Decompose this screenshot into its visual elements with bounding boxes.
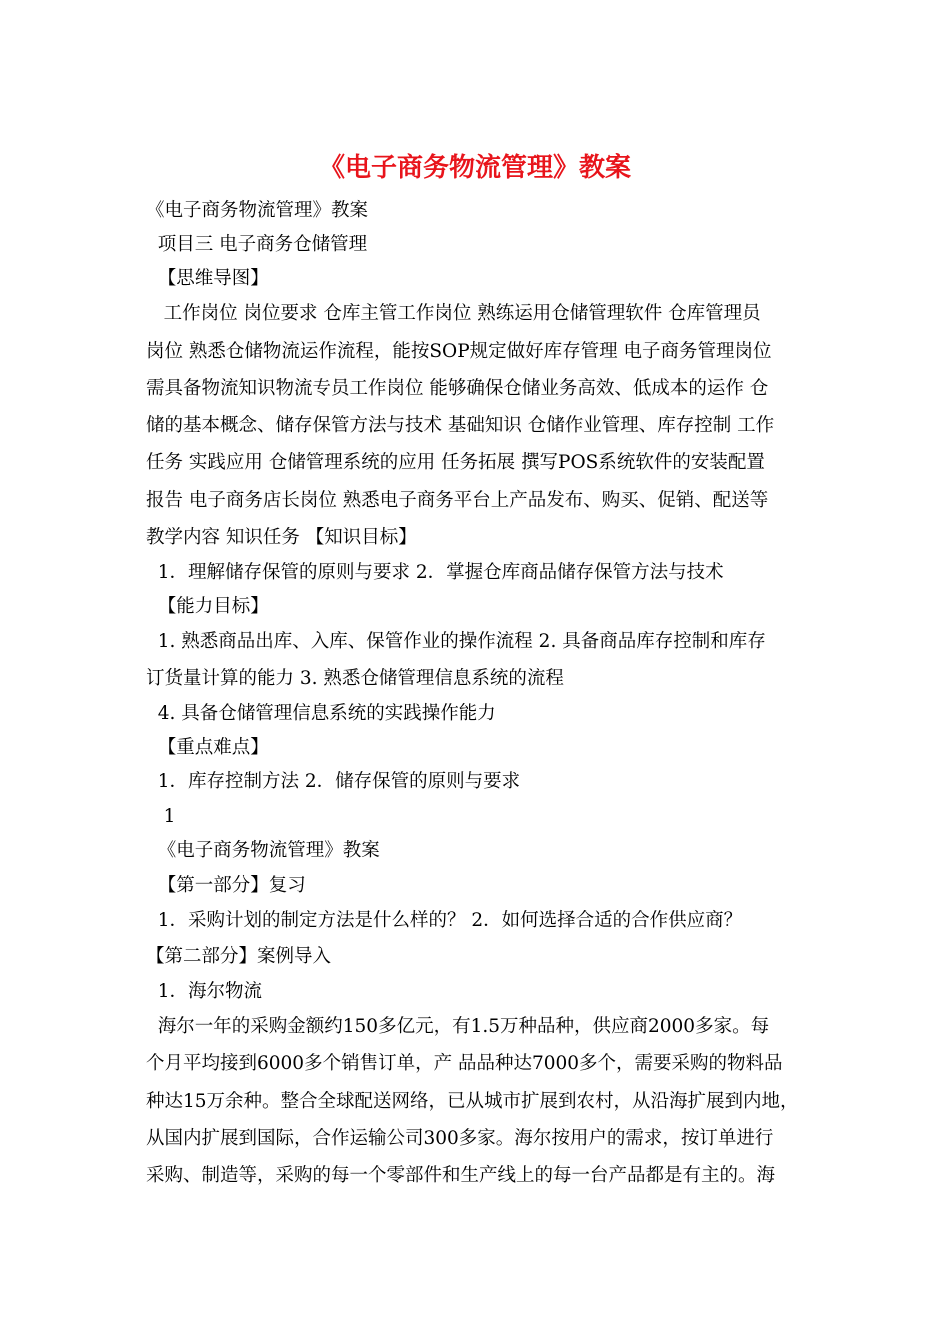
text-line: 1．库存控制方法 2．储存保管的原则与要求 (146, 771, 521, 792)
text-line: 4. 具备仓储管理信息系统的实践操作能力 (146, 703, 496, 724)
text-line: 【第二部分】案例导入 (146, 946, 332, 967)
text-line: 1．理解储存保管的原则与要求 2．掌握仓库商品储存保管方法与技术 (146, 562, 724, 583)
text-line: 工作岗位 岗位要求 仓库主管工作岗位 熟练运用仓储管理软件 仓库管理员 (146, 303, 761, 324)
text-line: 岗位 熟悉仓储物流运作流程，能按SOP规定做好库存管理 电子商务管理岗位 (146, 341, 772, 362)
text-line: 报告 电子商务店长岗位 熟悉电子商务平台上产品发布、购买、促销、配送等 (146, 490, 769, 511)
text-line: 储的基本概念、储存保管方法与技术 基础知识 仓储作业管理、库存控制 工作 (146, 415, 775, 436)
text-line: 海尔一年的采购金额约150多亿元，有1.5万种品种，供应商2000多家。每 (146, 1016, 770, 1037)
text-line: 需具备物流知识物流专员工作岗位 能够确保仓储业务高效、低成本的运作 仓 (146, 378, 769, 399)
text-line: 任务 实践应用 仓储管理系统的应用 任务拓展 撰写POS系统软件的安装配置 (146, 452, 765, 473)
text-line: 【重点难点】 (146, 737, 269, 758)
text-line: 订货量计算的能力 3. 熟悉仓储管理信息系统的流程 (146, 668, 564, 689)
text-line: 【思维导图】 (146, 268, 269, 289)
text-line: 1．采购计划的制定方法是什么样的？ 2．如何选择合适的合作供应商？ (146, 910, 743, 931)
text-line: 1．海尔物流 (146, 981, 263, 1002)
text-line: 种达15万余种。整合全球配送网络，已从城市扩展到农村，从沿海扩展到内地， (146, 1091, 799, 1112)
text-line: 项目三 电子商务仓储管理 (146, 234, 368, 255)
text-line: 1. 熟悉商品出库、入库、保管作业的操作流程 2. 具备商品库存控制和库存 (146, 631, 766, 652)
text-line: 《电子商务物流管理》教案 (146, 840, 380, 861)
page-number: 1 (146, 806, 176, 827)
document-title: 《电子商务物流管理》教案 (318, 153, 631, 183)
text-line: 教学内容 知识任务 【知识目标】 (146, 527, 417, 548)
text-line: 【第一部分】复习 (146, 875, 306, 896)
text-line: 采购、制造等，采购的每一个零部件和生产线上的每一台产品都是有主的。海 (146, 1165, 776, 1186)
text-line: 【能力目标】 (146, 596, 269, 617)
text-line: 《电子商务物流管理》教案 (146, 200, 369, 221)
text-line: 个月平均接到6000多个销售订单，产 品品种达7000多个，需要采购的物料品 (146, 1053, 783, 1074)
text-line: 从国内扩展到国际，合作运输公司300多家。海尔按用户的需求，按订单进行 (146, 1128, 774, 1149)
